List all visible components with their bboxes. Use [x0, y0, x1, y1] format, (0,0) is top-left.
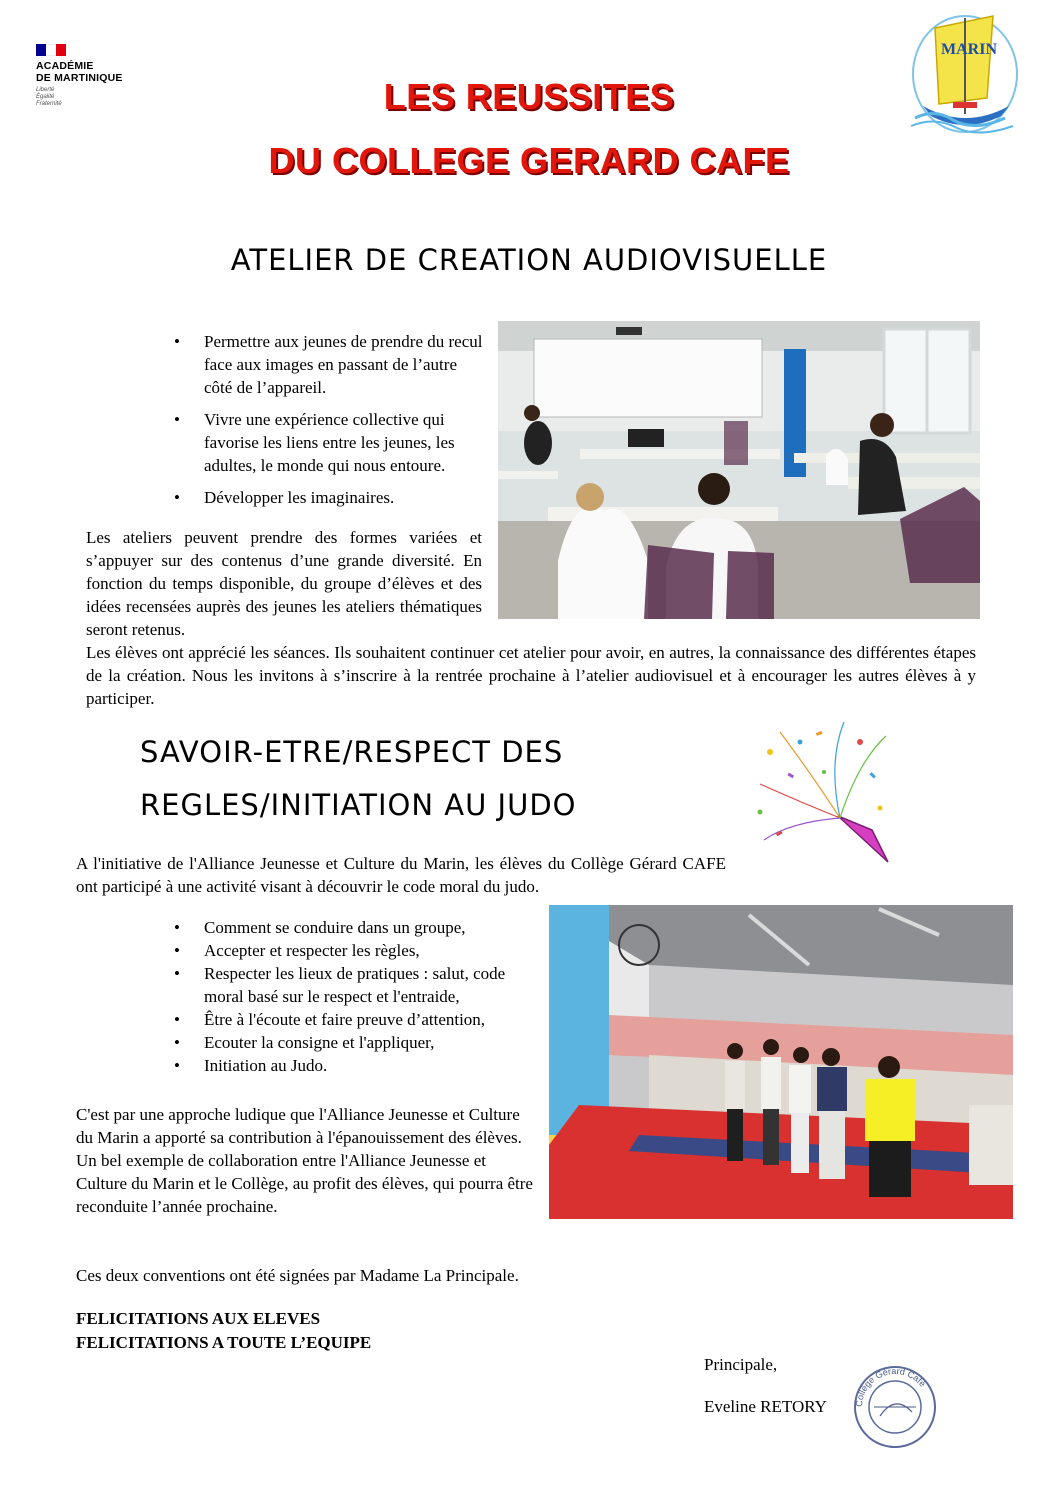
conventions-text: Ces deux conventions ont été signées par Madame La Principale. — [76, 1266, 519, 1285]
section2-intro: A l'initiative de l'Alliance Jeunesse et Culture du Marin, les élèves du Collège Gérard CAFE ont participé à une activité visant à découvrir le code moral du judo. — [76, 854, 726, 896]
page-title-line1: LES REUSSITES — [383, 76, 675, 117]
section1-paragraph1: Les ateliers peuvent prendre des formes variées et s’appuyer sur des contenus d’une grande diversité. En fonction du temps disponible, du groupe d’élèves et des idées recensées auprès des jeunes les ateliers thématiques seront retenus. — [86, 528, 482, 639]
section2-title-line2: REGLES/INITIATION AU JUDO — [140, 788, 577, 822]
motto-egalite: Égalité — [36, 94, 55, 100]
college-stamp — [852, 1364, 938, 1450]
signature-role: Principale, — [704, 1355, 778, 1374]
academie-line2: DE MARTINIQUE — [36, 72, 123, 84]
list-item: • Respecter les lieux de pratiques : salut, code moral basé sur le respect et l'entraide, — [174, 962, 534, 1008]
section2-title-line1: SAVOIR-ETRE/RESPECT DES — [140, 735, 564, 769]
college-logo — [905, 10, 1023, 138]
motto-fraternite: Fraternité — [36, 101, 62, 107]
list-item: • Développer les imaginaires. — [174, 486, 486, 509]
classroom-photo — [498, 321, 980, 619]
section1-title: ATELIER DE CREATION AUDIOVISUELLE — [230, 243, 828, 277]
felicitations-equipe: FELICITATIONS A TOUTE L’EQUIPE — [76, 1333, 372, 1352]
felicitations-eleves: FELICITATIONS AUX ELEVES — [76, 1309, 321, 1328]
signature-name: Eveline RETORY — [704, 1397, 827, 1416]
list-item: • Permettre aux jeunes de prendre du recul face aux images en passant de l’autre côté de l’appareil. — [174, 330, 486, 399]
section1-paragraph2: Les élèves ont apprécié les séances. Ils souhaitent continuer cet atelier pour avoir, en autres, la connaissance des différentes étapes de la création. Nous les invitons à s’inscrire à la rentrée prochaine à l’atelier audiovisuel et à encourager les autres élèves à y participer. — [86, 643, 976, 708]
page-title-line2: DU COLLEGE GERARD CAFE — [268, 140, 790, 181]
list-item: • Comment se conduire dans un groupe, — [174, 916, 534, 939]
french-flag-icon — [36, 44, 66, 56]
logo-text: MARIN — [941, 41, 997, 58]
list-item: • Accepter et respecter les règles, — [174, 939, 534, 962]
motto-liberte: Liberté — [36, 87, 55, 93]
svg-text:Collège Gérard Café — [854, 1366, 928, 1407]
academie-line1: ACADÉMIE — [36, 60, 94, 72]
section1-bullet-list — [174, 330, 486, 509]
party-popper-icon — [740, 712, 900, 872]
stamp-text: Collège Gérard Café — [853, 1365, 928, 1408]
section2-bullet-list — [174, 916, 534, 1077]
list-item: • Initiation au Judo. — [174, 1054, 534, 1077]
judo-photo — [549, 905, 1013, 1219]
section2-paragraph: C'est par une approche ludique que l'Alliance Jeunesse et Culture du Marin a apporté sa contribution à l'épanouissement des élèves. Un bel exemple de collaboration entre l'Alliance Jeunesse et Culture du Marin et le Collège, au profit des élèves, qui pourra être reconduite l’année prochaine. — [76, 1105, 533, 1216]
list-item: • Être à l'écoute et faire preuve d’attention, — [174, 1008, 534, 1031]
list-item: • Ecouter la consigne et l'appliquer, — [174, 1031, 534, 1054]
list-item: • Vivre une expérience collective qui favorise les liens entre les jeunes, les adultes, le monde qui nous entoure. — [174, 408, 486, 477]
